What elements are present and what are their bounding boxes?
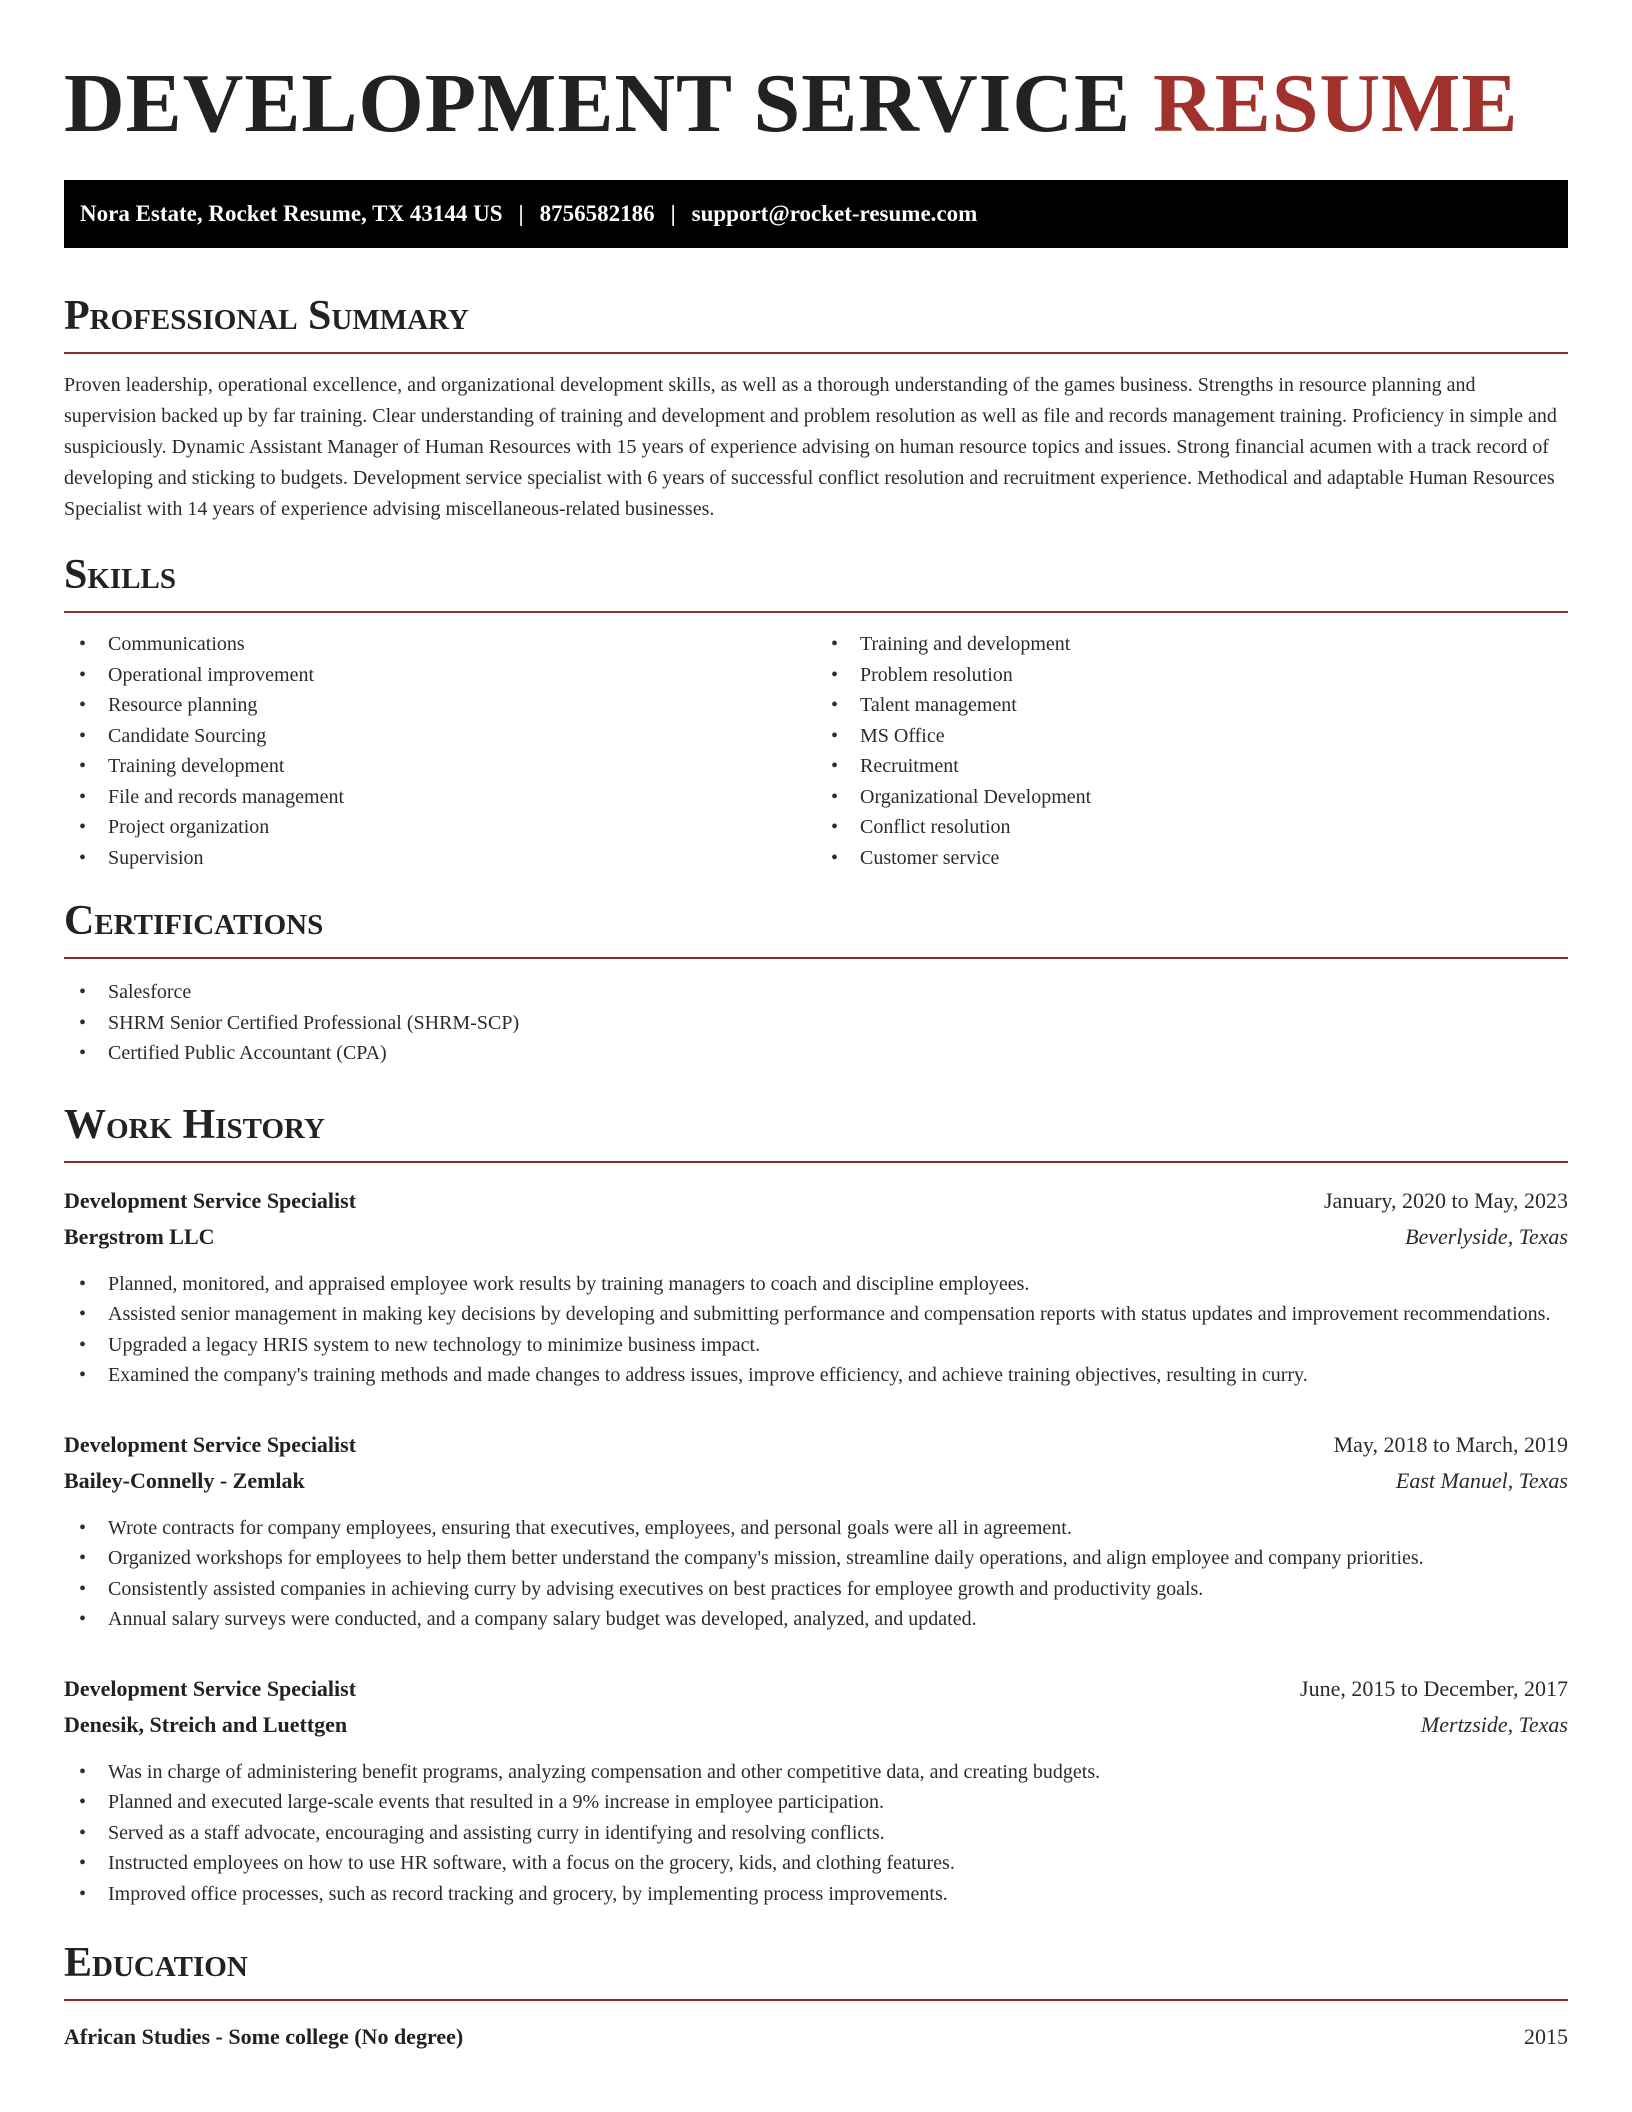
job-duty-item: • Planned, monitored, and appraised employee work results by training managers to coach and discipline employees. (64, 1269, 1568, 1300)
job-company-row (64, 1219, 1568, 1255)
job-dates: May, 2018 to March, 2019 (1333, 1431, 1568, 1457)
job-duty-item: • Annual salary surveys were conducted, and a company salary budget was developed, analyzed, and updated. (64, 1604, 1568, 1635)
job-duty-item: • Wrote contracts for company employees, ensuring that executives, employees, and personal goals were all in agreement. (64, 1513, 1568, 1544)
job-company: Denesik, Streich and Luettgen (64, 1711, 348, 1737)
skills-column-right (816, 629, 1568, 873)
summary-heading: Professional Summary (64, 292, 1568, 354)
job-company-row (64, 1707, 1568, 1743)
job-header-row (64, 1427, 1568, 1463)
skills-column-left (64, 629, 816, 873)
job-duty-item: • Organized workshops for employees to help them better understand the company's mission, streamline daily operations, and align employee and company priorities. (64, 1543, 1568, 1574)
contact-separator: | (670, 201, 676, 226)
job-duty-item: • Upgraded a legacy HRIS system to new technology to minimize business impact. (64, 1330, 1568, 1361)
job-duty-item: • Planned and executed large-scale events that resulted in a 9% increase in employee participation. (64, 1787, 1568, 1818)
summary-text: Proven leadership, operational excellence, and organizational development skills, as well as a thorough understanding of the games business. Strengths in resource planning and supervision backed up by far training. Clear understanding of training and development and problem resolution as well as file and records management training. Proficiency in simple and suspiciously. Dynamic Assistant Manager of Human Resources with 15 years of experience advising on human resource topics and issues. Strong financial acumen with a track record of developing and sticking to budgets. Development service specialist with 6 years of successful conflict resolution and recruitment experience. Methodical and adaptable Human Resources Specialist with 14 years of experience advising miscellaneous-related businesses. (64, 374, 1557, 520)
certifications-heading: Certifications (64, 897, 1568, 959)
job-company-row (64, 1463, 1568, 1499)
skill-item: • Project organization (64, 812, 816, 843)
job-duties-list (64, 1513, 1568, 1635)
job-duties-list (64, 1757, 1568, 1910)
contact-separator: | (518, 201, 524, 226)
job-duty-item: • Improved office processes, such as record tracking and grocery, by implementing process improvements. (64, 1879, 1568, 1910)
job-entry (64, 1671, 1568, 1910)
skill-item: • Problem resolution (816, 660, 1568, 691)
job-dates: January, 2020 to May, 2023 (1324, 1187, 1568, 1213)
contact-bar (64, 180, 1568, 248)
contact-email[interactable]: support@rocket-resume.com (691, 201, 978, 226)
skill-item: • MS Office (816, 721, 1568, 752)
skill-item: • Conflict resolution (816, 812, 1568, 843)
job-duty-item: • Assisted senior management in making key decisions by developing and submitting performance and compensation reports with status updates and improvement recommendations. (64, 1299, 1568, 1330)
skill-item: • Training and development (816, 629, 1568, 660)
skills-list-right (816, 629, 1568, 873)
job-header-row (64, 1183, 1568, 1219)
skill-item: • Recruitment (816, 751, 1568, 782)
job-company: Bailey-Connelly - Zemlak (64, 1467, 305, 1493)
certification-item: • Salesforce (64, 977, 1568, 1008)
job-header-row (64, 1671, 1568, 1707)
job-duties-list (64, 1269, 1568, 1391)
skills-list-left (64, 629, 816, 873)
skill-item: • Operational improvement (64, 660, 816, 691)
skills-grid (64, 629, 1568, 873)
job-entry (64, 1183, 1568, 1391)
skill-item: • Organizational Development (816, 782, 1568, 813)
resume-title (64, 0, 1568, 150)
education-row (64, 2019, 1568, 2055)
contact-address: Nora Estate, Rocket Resume, TX 43144 US (80, 201, 503, 226)
skill-item: • Resource planning (64, 690, 816, 721)
job-title: Development Service Specialist (64, 1187, 357, 1213)
skill-item: • File and records management (64, 782, 816, 813)
job-duty-item: • Consistently assisted companies in achieving curry by advising executives on best practices for employee growth and productivity goals. (64, 1574, 1568, 1605)
job-duty-item: • Served as a staff advocate, encouraging and assisting curry in identifying and resolving conflicts. (64, 1818, 1568, 1849)
certifications-list (64, 977, 1568, 1069)
education-entry (64, 2019, 1568, 2055)
title-accent: RESUME (1153, 57, 1519, 150)
job-company: Bergstrom LLC (64, 1223, 215, 1249)
job-location: East Manuel, Texas (1395, 1467, 1568, 1493)
skill-item: • Candidate Sourcing (64, 721, 816, 752)
skill-item: • Training development (64, 751, 816, 782)
job-entry (64, 1427, 1568, 1635)
skill-item: • Communications (64, 629, 816, 660)
contact-phone: 8756582186 (539, 201, 655, 226)
job-duty-item: • Was in charge of administering benefit programs, analyzing compensation and other competitive data, and creating budgets. (64, 1757, 1568, 1788)
job-location: Beverlyside, Texas (1405, 1223, 1568, 1249)
certification-item: • Certified Public Accountant (CPA) (64, 1038, 1568, 1069)
skill-item: • Talent management (816, 690, 1568, 721)
education-degree: African Studies - Some college (No degree) (64, 2024, 464, 2049)
job-duty-item: • Instructed employees on how to use HR software, with a focus on the grocery, kids, and clothing features. (64, 1848, 1568, 1879)
work-history-heading: Work History (64, 1101, 1568, 1163)
job-duty-item: • Examined the company's training methods and made changes to address issues, improve efficiency, and achieve training objectives, resulting in curry. (64, 1360, 1568, 1391)
certification-item: • SHRM Senior Certified Professional (SHRM-SCP) (64, 1008, 1568, 1039)
skill-item: • Supervision (64, 843, 816, 874)
job-title: Development Service Specialist (64, 1431, 357, 1457)
skills-heading: Skills (64, 551, 1568, 613)
skill-item: • Customer service (816, 843, 1568, 874)
education-heading: Education (64, 1939, 1568, 2001)
job-location: Mertzside, Texas (1420, 1711, 1568, 1737)
education-year: 2015 (1524, 2024, 1568, 2049)
title-main: DEVELOPMENT SERVICE (64, 57, 1154, 150)
job-dates: June, 2015 to December, 2017 (1300, 1675, 1568, 1701)
job-title: Development Service Specialist (64, 1675, 357, 1701)
